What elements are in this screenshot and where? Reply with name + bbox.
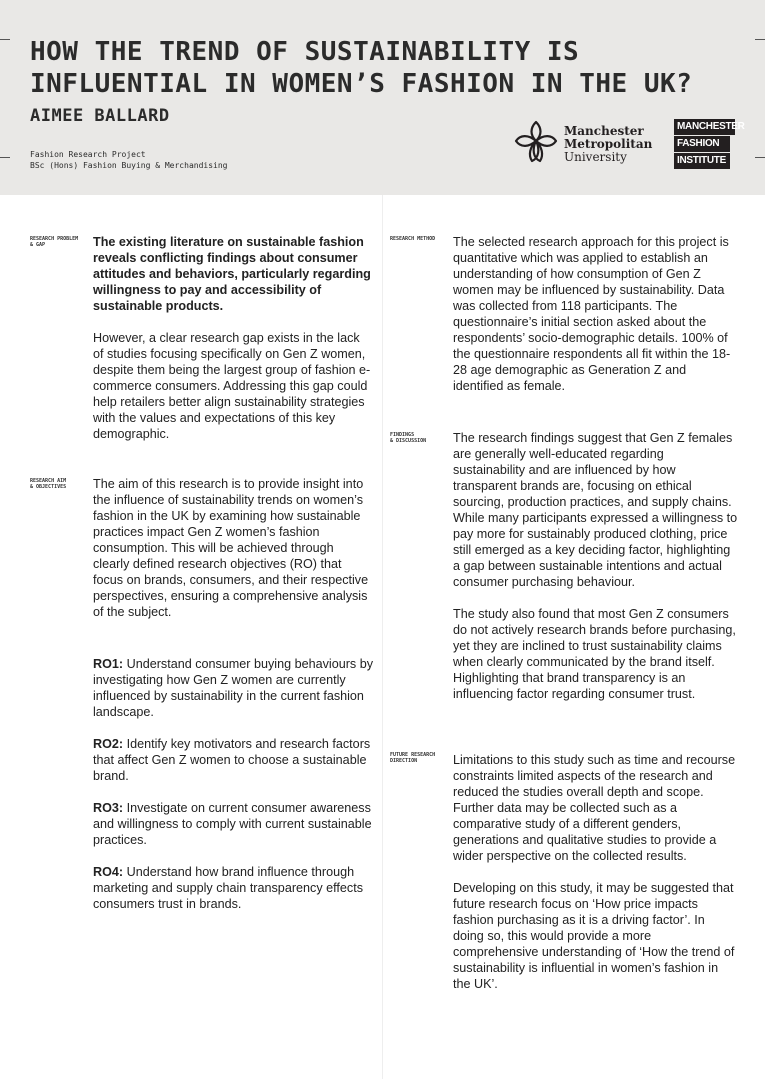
section-label-research-aim	[30, 478, 66, 490]
objective-text: Understand consumer buying behaviours by investigating how Gen Z women are currently influenced by sustainability in the current fashion landscape.	[93, 657, 374, 719]
research-problem-section	[93, 234, 373, 458]
mmu-word-2: Metropolitan	[564, 137, 653, 151]
objective-text: Investigate on current consumer awareness and willingness to comply with current sustainable practices.	[93, 801, 372, 847]
mmu-emblem-icon	[513, 119, 559, 169]
objective-item	[93, 864, 378, 912]
poster-title	[30, 36, 730, 100]
section-label-research-problem	[30, 236, 78, 248]
section-label-future-research	[390, 752, 435, 764]
future-research-section	[453, 752, 738, 1008]
mfi-word-2: FASHION	[674, 136, 730, 152]
crop-mark	[0, 157, 10, 158]
label-line: & DISCUSSION	[390, 438, 427, 444]
label-line: RESEARCH PROBLEM	[30, 236, 79, 242]
project-info	[30, 149, 227, 171]
problem-summary: The existing literature on sustainable fashion reveals conflicting findings about consumer attitudes and behaviors, particularly regarding willingness to pay and accessibility of sustainable products.	[93, 235, 371, 313]
crop-mark	[0, 39, 10, 40]
author-name: AIMEE BALLARD	[30, 106, 170, 126]
future-text-1: Limitations to this study such as time and recourse constraints limited aspects of the research and reduced the studies overall depth and scope. Further data may be collected such as a comparative study of a different genders, generations and qualitative studies to provide a wider perspective on the collected results.	[453, 753, 736, 863]
objective-item	[93, 656, 378, 720]
mmu-logo	[513, 119, 663, 171]
crop-mark	[755, 157, 765, 158]
label-line: RESEARCH AIM	[30, 478, 67, 484]
label-line: & GAP	[30, 242, 46, 248]
objective-code: RO4:	[93, 865, 124, 879]
problem-text: However, a clear research gap exists in the lack of studies focusing specifically on Gen Z women, despite them being the largest group of fashion e-commerce consumers. Addressing this gap could help retailers better align sustainability strategies with the values and expectations of this key demographic.	[93, 331, 371, 441]
label-line: DIRECTION	[390, 758, 418, 764]
label-line: RESEARCH METHOD	[390, 236, 436, 242]
findings-text-1: The research findings suggest that Gen Z females are generally well-educated regarding sustainability and are influenced by how transparent brands are, focusing on ethical sourcing, production practices, and supply chains. While many participants expressed a willingness to pay more for sustainably produced clothing, price still emerged as a key deciding factor, highlighting a gap between sustainable intentions and actual consumer purchasing behaviour.	[453, 431, 738, 589]
title-line-2: INFLUENTIAL IN WOMEN’S FASHION IN THE UK?	[30, 69, 693, 99]
mmu-word-3: University	[564, 150, 627, 164]
label-line: FINDINGS	[390, 432, 415, 438]
future-text-2: Developing on this study, it may be suggested that future research focus on ‘How price impacts fashion purchasing as it is a driving factor’. In doing so, this would provide a more comprehensive understanding of ‘How the trend of sustainability is influential in women’s fashion in the UK’.	[453, 881, 735, 991]
mfi-logo	[674, 119, 745, 170]
objective-text: Understand how brand influence through marketing and supply chain transparency effects consumers trust in brands.	[93, 865, 363, 911]
objective-text: Identify key motivators and research factors that affect Gen Z women to choose a sustainable brand.	[93, 737, 371, 783]
objective-item	[93, 800, 378, 848]
mfi-word-3: INSTITUTE	[674, 153, 730, 169]
label-line: & OBJECTIVES	[30, 484, 67, 490]
title-line-1: HOW THE TREND OF SUSTAINABILITY IS	[30, 37, 580, 67]
findings-text-2: The study also found that most Gen Z consumers do not actively research brands before purchasing, yet they are inclined to trust sustainability claims when clearly communicated by the brand itself. Highlighting that brand transparency is an influencing factor regarding consumer trust.	[453, 607, 736, 701]
column-divider	[382, 195, 383, 1079]
research-aim-section	[93, 476, 373, 636]
crop-mark	[755, 39, 765, 40]
objective-item	[93, 736, 378, 784]
mmu-wordmark	[564, 125, 652, 164]
section-label-research-method	[390, 236, 435, 242]
objectives-list	[93, 656, 378, 928]
research-method-section	[453, 234, 738, 410]
aim-text: The aim of this research is to provide insight into the influence of sustainability trends on women’s fashion in the UK by examining how sustainable practices impact Gen Z women’s fashion consumption. This will be achieved through clearly defined research objectives (RO) that focus on brands, consumers, and their respective perspectives, ensuring a comprehensive analysis of the subject.	[93, 477, 369, 619]
section-label-findings	[390, 432, 426, 444]
method-text: The selected research approach for this project is quantitative which was applied to establish an understanding of how consumption of Gen Z women may be influenced by sustainability. Data was collected from 118 participants. The questionnaire’s initial section asked about the respondents’ socio-demographic details. 100% of the questionnaire respondents all fit within the 18-28 age demographic as Generation Z and identified as female.	[453, 235, 731, 393]
findings-section	[453, 430, 738, 718]
objective-code: RO2:	[93, 737, 124, 751]
project-title: Fashion Research Project	[30, 150, 146, 159]
label-line: FUTURE RESEARCH	[390, 752, 436, 758]
objective-code: RO3:	[93, 801, 124, 815]
header-banner	[0, 0, 765, 195]
mmu-word-1: Manchester	[564, 124, 644, 138]
course-name: BSc (Hons) Fashion Buying & Merchandising	[30, 161, 228, 170]
objective-code: RO1:	[93, 657, 124, 671]
mfi-word-1: MANCHESTER	[674, 119, 735, 135]
